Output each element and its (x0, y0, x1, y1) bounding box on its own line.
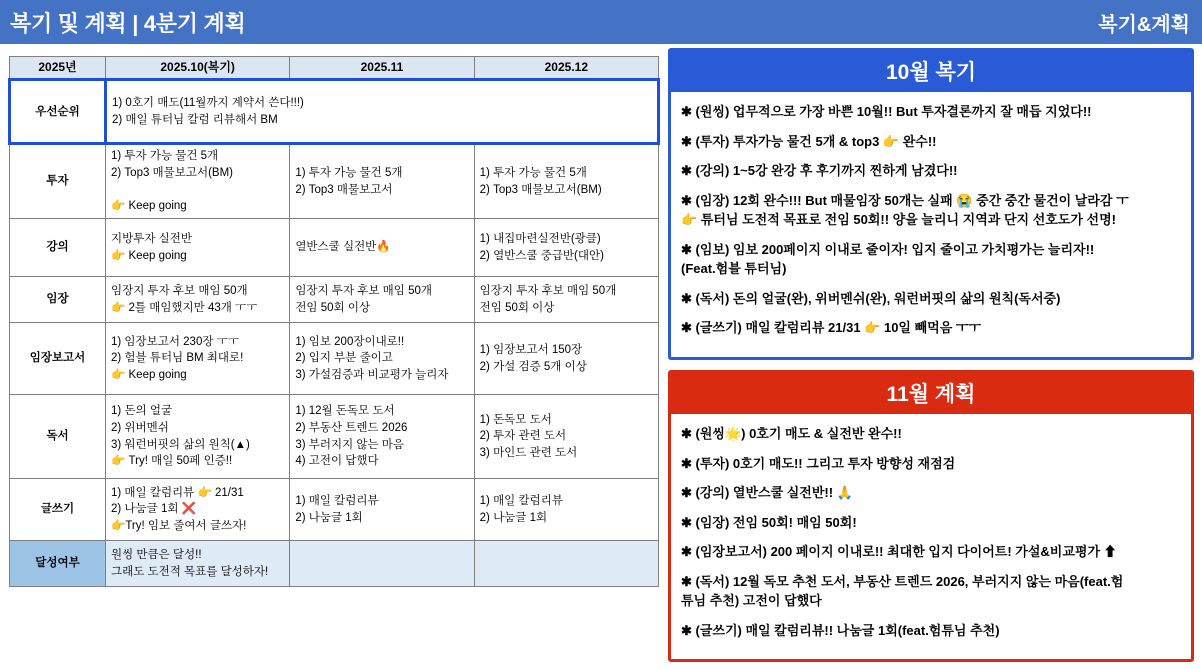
cell-investment-dec: 1) 투자 가능 물건 5개 2) Top3 매물보고서(BM) (474, 144, 658, 219)
cell-writing-dec: 1) 매일 칼럼리뷰 2) 나눔글 1회 (474, 479, 658, 541)
column-header-nov: 2025.11 (290, 57, 474, 80)
row-label-achievement: 달성여부 (10, 541, 106, 587)
row-label-writing: 글쓰기 (10, 479, 106, 541)
quarter-plan-table (8, 56, 660, 587)
row-label-investment: 투자 (10, 144, 106, 219)
column-header-year: 2025년 (10, 57, 106, 80)
table-row (10, 541, 659, 587)
cell-report-dec: 1) 임장보고서 150장 2) 가설 검증 5개 이상 (474, 323, 658, 395)
cell-writing-nov: 1) 매일 칼럼리뷰 2) 나눔글 1회 (290, 479, 474, 541)
panel-november-line: ✱ (글쓰기) 매일 칼럼리뷰!! 나눔글 1회(feat.험튜님 추천) (681, 622, 1000, 638)
cell-reading-nov: 1) 12월 돈독모 도서 2) 부동산 트렌드 2026 3) 부러지지 않는 마음 4) 고전이 답했다 (290, 395, 474, 479)
row-priority-merged-cell: 1) 0호기 매도(11월까지 계약서 쓴다!!!) 2) 매일 튜터님 칼럼 리뷰해서 BM (106, 80, 659, 144)
panel-november-line: ✱ (독서) 12월 독모 추천 도서, 부동산 트렌드 2026, 부러지지 않는 마음(feat.험 튜님 추천) 고전이 답했다 (681, 573, 1124, 608)
row-label-priority: 우선순위 (10, 80, 106, 144)
panel-october-title: 10월 복기 (671, 51, 1191, 92)
column-header-oct: 2025.10(복기) (106, 57, 290, 80)
cell-lecture-oct: 지방투자 실전반 👉 Keep going (106, 219, 290, 277)
panel-october-line: ✱ (독서) 돈의 얼굴(완), 위버멘쉬(완), 워런버핏의 삶의 원칙(독서중) (681, 290, 1061, 306)
cell-fieldvisit-nov: 임장지 투자 후보 매임 50개 전임 50회 이상 (290, 277, 474, 323)
table-row (10, 144, 659, 219)
table-row (10, 277, 659, 323)
panel-november-line: ✱ (투자) 0호기 매도!! 그리고 투자 방향성 재점검 (681, 455, 956, 471)
row-label-lecture: 강의 (10, 219, 106, 277)
cell-investment-oct: 1) 투자 가능 물건 5개 2) Top3 매물보고서(BM) 👉 Keep going (106, 144, 290, 219)
panel-november-title: 11월 계획 (671, 373, 1191, 414)
table-row (10, 395, 659, 479)
panel-november-plan (668, 370, 1194, 662)
cell-report-nov: 1) 임보 200장이내로!! 2) 입지 부분 줄이고 3) 가설검증과 비교평가 늘리자 (290, 323, 474, 395)
row-label-report: 임장보고서 (10, 323, 106, 395)
panel-october-line: ✱ (원씽) 업무적으로 가장 바쁜 10월!! But 투자결론까지 잘 매듭 지었다!! (681, 104, 1092, 119)
cell-writing-oct: 1) 매일 칼럼리뷰 👉 21/31 2) 나눔글 1회 ❌ 👉Try! 임보 줄여서 글쓰자! (106, 479, 290, 541)
panel-november-line: ✱ (강의) 열반스쿨 실전반!! 🙏 (681, 485, 853, 500)
row-label-fieldvisit: 임장 (10, 277, 106, 323)
panel-november-line: ✱ (임장보고서) 200 페이지 이내로!! 최대한 입지 다이어트! 가설&비교평가 ⬆ (681, 544, 1117, 559)
panel-october-review (668, 48, 1194, 360)
cell-lecture-nov: 열반스쿨 실전반🔥 (290, 219, 474, 277)
panel-october-line: ✱ (글쓰기) 매일 칼럼리뷰 21/31 👉 10일 빼먹음 ㅜㅜ (681, 320, 981, 335)
panel-october-line: ✱ (강의) 1~5강 완강 후 후기까지 찐하게 남겼다!! (681, 163, 958, 178)
column-header-dec: 2025.12 (474, 57, 658, 80)
table-row (10, 479, 659, 541)
panel-november-line: ✱ (원씽🌟) 0호기 매도 & 실전반 완수!! (681, 426, 902, 441)
panel-november-body (671, 414, 1191, 648)
panel-october-body (671, 92, 1191, 346)
cell-investment-nov: 1) 투자 가능 물건 5개 2) Top3 매물보고서 (290, 144, 474, 219)
slide-header (0, 0, 1202, 44)
page-title: 복기 및 계획 | 4분기 계획 (10, 10, 246, 36)
cell-fieldvisit-oct: 임장지 투자 후보 매임 50개 👉 2틀 매임했지만 43개 ㅜㅜ (106, 277, 290, 323)
cell-achievement-oct: 원씽 만큼은 달성!! 그래도 도전적 목표를 달성하자! (106, 541, 290, 587)
cell-achievement-dec (474, 541, 658, 587)
cell-achievement-nov (290, 541, 474, 587)
table-row (10, 323, 659, 395)
header-badge: 복기&계획 (1098, 13, 1190, 36)
row-label-reading: 독서 (10, 395, 106, 479)
cell-reading-dec: 1) 돈독모 도서 2) 투자 관련 도서 3) 마인드 관련 도서 (474, 395, 658, 479)
table-header-row (10, 57, 659, 80)
panel-october-line: ✱ (임보) 임보 200페이지 이내로 줄이자! 입지 줄이고 가치평가는 늘리자!! (Feat.험블 튜터님) (681, 241, 1095, 276)
cell-lecture-dec: 1) 내집마련실전반(광클) 2) 열반스쿨 중급반(대안) (474, 219, 658, 277)
quarter-plan-table-wrap (8, 56, 660, 662)
cell-fieldvisit-dec: 임장지 투자 후보 매임 50개 전임 50회 이상 (474, 277, 658, 323)
panel-october-line: ✱ (임장) 12회 완수!!! But 매물임장 50개는 실패 😭 중간 중간 물건이 날라감 ㅜ 👉 튜터님 도전적 목표로 전임 50회!! 양을 늘리니 지역과 단지 선호도가 선명! (681, 192, 1129, 227)
panel-october-line: ✱ (투자) 투자가능 물건 5개 & top3 👉 완수!! (681, 133, 937, 149)
table-row (10, 219, 659, 277)
table-body (10, 80, 659, 587)
cell-reading-oct: 1) 돈의 얼굴 2) 위버멘쉬 3) 워런버핏의 삶의 원칙(▲) 👉 Try! 매일 50페 인증!! (106, 395, 290, 479)
table-row (10, 80, 659, 144)
cell-report-oct: 1) 임장보고서 230장 ㅜㅜ 2) 험블 튜터님 BM 최대로! 👉 Keep going (106, 323, 290, 395)
panel-november-line: ✱ (임장) 전임 50회! 매임 50회! (681, 514, 857, 530)
